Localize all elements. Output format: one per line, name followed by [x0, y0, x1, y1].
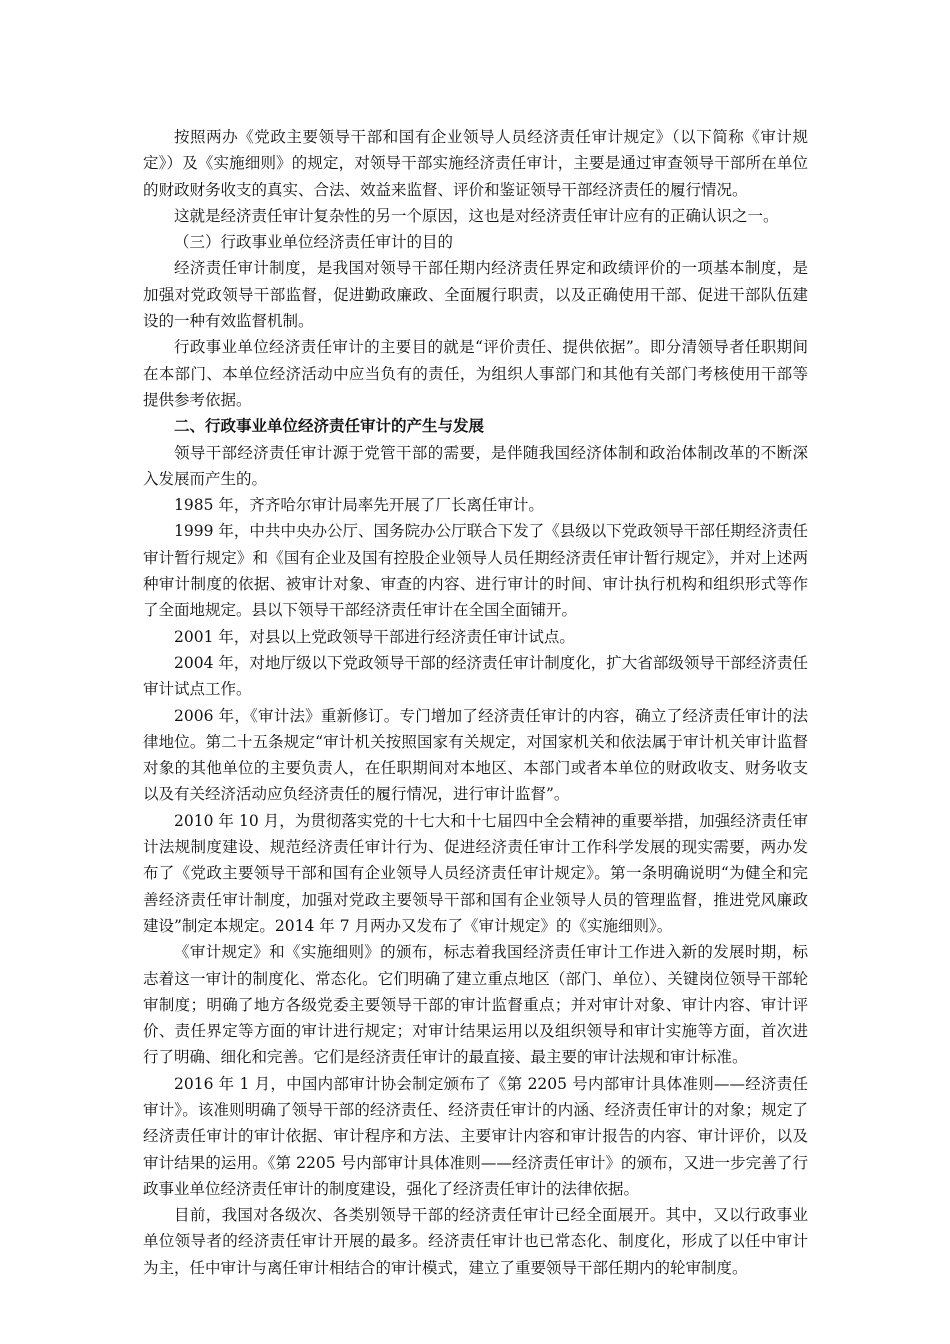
subheading-audit-purpose: （三）行政事业单位经济责任审计的目的	[174, 233, 454, 252]
document-body	[143, 124, 808, 1281]
paragraph-1985: 1985 年，齐齐哈尔审计局率先开展了厂长离任审计。	[174, 496, 544, 515]
section-heading-origin-development: 二、行政事业单位经济责任审计的产生与发展	[174, 416, 485, 436]
paragraph-regulations-significance: 《审计规定》和《实施细则》的颁布，标志着我国经济责任审计工作进入新的发展时期，标志着这一审计的制度化、常态化。它们明确了建立重点地区（部门、单位）、关键岗位领导干部轮审制度；明确了地方各级党委主要领导干部的审计监督重点；并对审计对象、审计内容、审计评价、责任界定等方面的审计进行规定；对审计结果运用以及组织领导和审计实施等方面，首次进行了明确、细化和完善。它们是经济责任审计的最直接、最主要的审计法规和审计标准。	[143, 943, 808, 1067]
paragraph-audit-system: 经济责任审计制度，是我国对领导干部任期内经济责任界定和政绩评价的一项基本制度，是加强对党政领导干部监督，促进勤政廉政、全面履行职责，以及正确使用干部、促进干部队伍建设的一种有效监督机制。	[143, 259, 808, 331]
paragraph-main-purpose: 行政事业单位经济责任审计的主要目的就是“评价责任、提供依据”。即分清领导者任职期间在本部门、本单位经济活动中应当负有的责任，为组织人事部门和其他有关部门考核使用干部等提供参考依据。	[143, 338, 808, 409]
paragraph-1999: 1999 年，中共中央办公厅、国务院办公厅联合下发了《县级以下党政领导干部任期经济责任审计暂行规定》和《国有企业及国有控股企业领导人员任期经济责任审计暂行规定》，并对上述两种审计制度的依据、被审计对象、审查的内容、进行审计的时间、审计执行机构和组织形式等作了全面地规定。县以下领导干部经济责任审计在全国全面铺开。	[143, 522, 808, 620]
paragraph-current-status: 目前，我国对各级次、各类别领导干部的经济责任审计已经全面展开。其中，又以行政事业单位领导者的经济责任审计开展的最多。经济责任审计也已常态化、制度化，形成了以任中审计为主，任中审计与离任审计相结合的审计模式，建立了重要领导干部任期内的轮审制度。	[143, 1206, 808, 1277]
paragraph-audit-regulations: 按照两办《党政主要领导干部和国有企业领导人员经济责任审计规定》（以下简称《审计规定》）及《实施细则》的规定，对领导干部实施经济责任审计，主要是通过审查领导干部所在单位的财政财务收支的真实、合法、效益来监督、评价和鉴证领导干部经济责任的履行情况。	[143, 128, 808, 199]
paragraph-2004: 2004 年，对地厅级以下党政领导干部的经济责任审计制度化，扩大省部级领导干部经济责任审计试点工作。	[143, 653, 808, 699]
paragraph-2016: 2016 年 1 月，中国内部审计协会制定颁布了《第 2205 号内部审计具体准则——经济责任审计》。该准则明确了领导干部的经济责任、经济责任审计的内涵、经济责任审计的对象；规定了经济责任审计的审计依据、审计程序和方法、主要审计内容和审计报告的内容、审计评价，以及审计结果的运用。《第 2205 号内部审计具体准则——经济责任审计》的颁布，又进一步完善了行政事业单位经济责任审计的制度建设，强化了经济责任审计的法律依据。	[143, 1074, 808, 1198]
paragraph-2006: 2006 年，《审计法》重新修订。专门增加了经济责任审计的内容，确立了经济责任审计的法律地位。第二十五条规定“审计机关按照国家有关规定，对国家机关和依法属于审计机关审计监督对象的其他单位的主要负责人，在任职期间对本地区、本部门或者本单位的财政收支、财务收支以及有关经济活动应负经济责任的履行情况，进行审计监督”。	[143, 706, 808, 804]
paragraph-2001: 2001 年，对县以上党政领导干部进行经济责任审计试点。	[174, 627, 575, 646]
paragraph-origin: 领导干部经济责任审计源于党管干部的需要，是伴随我国经济体制和政治体制改革的不断深入发展而产生的。	[143, 443, 808, 488]
paragraph-2010: 2010 年 10 月，为贯彻落实党的十七大和十七届四中全会精神的重要举措，加强经济责任审计法规制度建设、规范经济责任审计行为、促进经济责任审计工作科学发展的现实需要，两办发布了《党政主要领导干部和国有企业领导人员经济责任审计规定》。第一条明确说明“为健全和完善经济责任审计制度，加强对党政主要领导干部和国有企业领导人员的管理监督，推进党风廉政建设”制定本规定。2014 年 7 月两办又发布了《审计规定》的《实施细则》。	[143, 811, 808, 935]
paragraph-complexity-reason: 这就是经济责任审计复杂性的另一个原因，这也是对经济责任审计应有的正确认识之一。	[174, 206, 779, 225]
